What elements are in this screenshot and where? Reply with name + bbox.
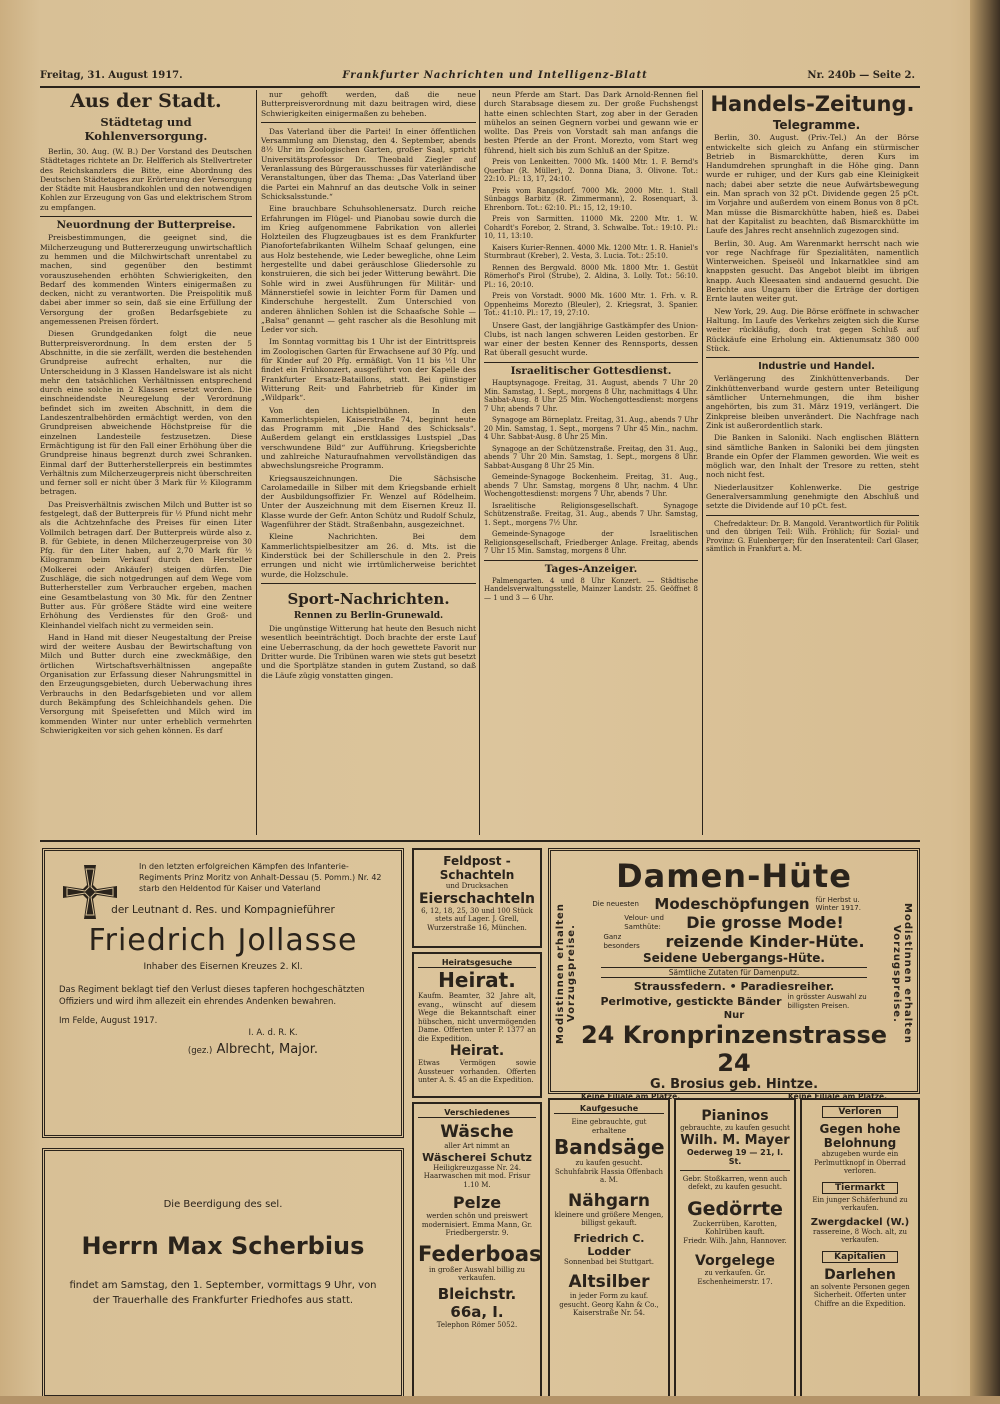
ad-vorgelege-title: Vorgelege [695,1253,775,1269]
header-paper-name: Frankfurter Nachrichten und Intelligenz-Blatt [342,70,648,81]
ad-verschiedenes-label: Verschiedenes [418,1108,536,1118]
funeral-text: findet am Samstag, den 1. September, vormittags 9 Uhr, von der Trauerhalle des Frankfurter Friedhofes aus statt. [69,1280,377,1306]
ad-pianinos-text: gebrauchte, zu kaufen gesucht [680,1124,790,1132]
column-local-news [261,90,476,840]
city-paragraph-butter-2: Diesen Grundgedanken folgt die neue Butterpreisverordnung. In dem ersten der 5 Abschnitte, in die sie zerfällt, werden die bestehenden Grundpreise aufrecht erhalten, nur die Unterscheidung in 3 Klassen Handelsware ist als nicht mehr den tatsächlichen Verhältnissen entsprechend durch eine solche in 2 Klassen ersetzt worden. Die einschneidendste Neuregelung der Verordnung befindet sich im zweiten Abschnitt, in dem die Landeszentralbehörden ermächtigt werden, von den Grundpreisen abweichende Höchstpreise für die einzelnen Landesteile festzusetzen. Diese Ermächtigung ist für den Fall einer Erhöhung über die Grundpreise hinaus begrenzt durch zwei Schranken. Einmal darf der Butterherstellerpreis ein bestimmtes Verhältnis zum Milcherzeugerpreis nicht überschreiten und ferner soll er nicht über 3 Mark für ½ Kilogramm betragen. [40,329,252,497]
memorial-name: Friedrich Jollasse [88,923,358,958]
ad-feldpost-sub: und Drucksachen [445,882,509,890]
sport-title: Sport-Nachrichten. [287,589,450,608]
memorial-text: Das Regiment beklagt tief den Verlust dieses tapferen hochgeschätzten Offiziers und wird ihm allezeit ein ehrendes Andenken bewahren. [59,985,365,1007]
ad-feldpost-text: 6, 12, 18, 25, 30 und 100 Stück stets auf Lager. J. Grell, Wurzerstraße 16, München. [421,906,533,932]
section-divider [706,357,919,358]
races-obituary: Unsere Gast, der langjährige Gastkämpfer des Union-Clubs, ist nach langen schweren Leiden gestorben. Er war einer der besten Kenner des Rennsports, dessen Rat überall gesucht wurde. [484,320,698,358]
city-subtitle-coal: Städtetag und Kohlenversorgung. [84,115,208,143]
ad-gedoerrte-name: Friedr. Wilh. Jahn, Hannover. [683,1236,787,1245]
local-paragraph-1: nur gehofft werden, daß die neue Butterpreisverordnung mit dazu beitragen wird, diese Schwierigkeiten einigermaßen zu beheben. [261,90,476,118]
ad-vorgelege-text: zu verkaufen. Gr. Eschenheimerstr. 17. [697,1269,773,1286]
ad-feldpost-title: Feldpost - Schachteln [439,854,515,882]
section-divider [484,362,698,363]
ad-kauf-text4: Sonnenbad bei Stuttgart. [564,1257,654,1266]
ad-verloren-label: Verloren [822,1106,898,1118]
section-divider [261,583,476,584]
ad-darlehen-title: Darlehen [824,1266,896,1283]
synagogue-title: Israelitischer Gottesdienst. [510,364,672,377]
column-races [484,90,698,840]
ad-damen-line2: Die grosse Mode! [686,913,844,932]
trade-paragraph-3: New York, 29. Aug. Die Börse eröffnete in schwacher Haltung. Im Laufe des Verkehrs zeigten sich die Kurse weiter rückläufig, doch trat gegen Schluß auf Rückkäufe eine Erholung ein. Aktienumsatz 380 000 Stück. [706,306,919,353]
race-result: Kaisers Kurier-Rennen. 4000 Mk. 1200 Mtr. 1. R. Haniel's Sturmbraut (Kreber), 2. Vesta, 3. Lucia. Tot.: 25:10. [484,243,698,261]
ad-feldpost [412,848,542,948]
funeral-intro: Die Beerdigung des sel. [163,1199,283,1210]
ad-damen-title: Damen-Hüte [616,857,852,895]
ad-damen-line7: Perlmotive, gestickte Bänder [600,995,782,1008]
trade-paragraph-1: Berlin, 30. August. (Priv.-Tel.) An der Börse entwickelte sich gleich zu Anfang ein stürmischer Betrieb in Bismarckhütte, deren Kurs im Handumdrehen sprunghaft in die Höhe ging. Dann wurde er ruhiger, und der Kurs gab eine Kleinigkeit nach; dabei aber setzte die neue Aufwärtsbewegung ein. Man sprach von 32 pCt. Dividende gegen 25 pCt. im Vorjahre und außerdem von einem Bonus von 8 pCt. Man müsse die Bismarckhütte haben, hieß es. Dabei hat der Kapitalist zu beachten, daß Bismarckhütte im Laufe des Jahres recht ansehnlich zugezogen sind. [706,133,919,236]
ad-kauf-text5: in jeder Form zu kauf. gesucht. Georg Kahn & Co., Kaiserstraße Nr. 54. [559,1292,659,1317]
ad-kauf-text2: zu kaufen gesucht. Schuhfabrik Hassia Offenbach a. M. [554,1159,664,1184]
section-divider [40,216,252,217]
ad-kaufgesuche [548,1098,670,1398]
memorial-signature-name: Albrecht, Major. [216,1042,319,1057]
section-divider [706,515,919,516]
memorial-place: Im Felde, August 1917. [59,1016,158,1026]
section-divider [680,1170,790,1171]
ad-tiermarkt-label: Tiermarkt [822,1182,898,1194]
ad-heirat-text: Kaufm. Beamter, 32 Jahre alt, evang., wünscht auf diesem Wege die Bekanntschaft einer hübschen, nicht unvermögenden Dame. Offerten unter P. 1377 an die Expedition. [418,992,536,1043]
ad-damen-huete [548,848,920,1101]
header-page-number: Nr. 240b — Seite 2. [807,70,915,81]
city-paragraph-butter-1: Preisbestimmungen, die geeignet sind, die Milcherzeugung und Buttererzeugung unwirtschaftlich zu hemmen und die Milchwirtschaft unrentabel zu machen, sind gegenüber den bestimmt vorauszusehenden erhöhten Schwierigkeiten, den Bedarf des kommenden Winters einigermaßen zu decken, nicht zu verantworten. Die Preispolitik muß dabei aber immer so sein, daß sie eine Erfüllung der Versorgung der großen Bedarfsgebiete zu angemessenen Preisen fördert. [40,233,252,327]
ad-damen-no-branch-left: Keine Filiale am Platze. [581,1092,681,1101]
city-subtitle-butter: Neuordnung der Butterpreise. [56,219,236,232]
ad-naehgarn-title: Nähgarn [568,1190,650,1211]
race-result: Preis von Lenkeitten. 7000 Mk. 1400 Mtr. 1. F. Bernd's Querbar (R. Müller), 2. Donna Diana, 3. Olivone. Tot.: 22:10. Pl.: 13, 17, 24:10. [484,158,698,184]
ad-heirat [412,952,542,1098]
funeral-notice [42,1148,404,1398]
ad-damen-line1: Modeschöpfungen [654,895,810,913]
ad-feldpost-title2: Eierschachteln [418,890,536,907]
ad-damen-line3: reizende Kinder-Hüte. [665,932,865,951]
ad-verloren [800,1098,920,1398]
industry-paragraph-1: Verlängerung des Zinkhüttenverbands. Der Zinkhüttenverband wurde gestern unter Beteiligung sämtlicher Unternehmungen, die ihm bisher angehörten, bis zum 31. März 1919, verlängert. Die Zinkpreise bleiben unverändert. Die Nachfrage nach Zink ist außerordentlich stark. [706,374,919,430]
ad-heirat-label: Heiratsgesuche [418,958,536,968]
ad-bleichstr-text: Telephon Römer 5052. [436,1320,518,1329]
ad-altsilber-title: Altsilber [568,1272,650,1292]
synagogue-item: Synagoge an der Schützenstraße. Freitag, den 31. Aug., abends 7 Uhr 20 Min. Samstag, 1. Sept., morgens 8 Uhr. Sabbat-Ausgang 8 Uhr 25 Min. [484,444,698,470]
race-result: Preis vom Rangsdorf. 7000 Mk. 2000 Mtr. 1. Stall Sünbaggs Barbitz (R. Zimmermann), 2. Rosenquart, 3. Ehrenborn. Tot.: 62:10. Pl.: 15, 12, 19:10. [484,186,698,212]
funeral-name: Herrn Max Scherbius [81,1232,365,1260]
ad-damen-line4: Seidene Uebergangs-Hüte. [643,951,825,965]
ad-damen-vertical-left: Modistinnen erhalten Vorzugspreise. [555,903,577,1044]
memorial-rank: der Leutnant d. Res. und Kompagnieführer [111,904,335,916]
synagogue-item: Synagoge am Börneplatz. Freitag, 31. Aug., abends 7 Uhr 20 Min. Samstag, 1. Sept., morgens 7 Uhr 45 Min., nachm. 4 Uhr. Sabbat-Ausg. 8 Uhr 25 Min. [484,416,698,442]
page-edge [970,0,1000,1404]
ad-damen-line7b: in grösster Auswahl zu billigsten Preisen. [787,993,867,1010]
ad-damen-vertical-right: Modistinnen erhalten Vorzugspreise. [891,903,913,1044]
ad-waesche-text: aller Art nimmt an [444,1142,510,1150]
ad-gedoerrte-text: Zuckerrüben, Karotten, Kohlrüben kauft. [693,1219,777,1236]
ad-damen-line5: Sämtliche Zutaten für Damenputz. [601,967,867,978]
ad-waescherei-text: Heiligkreuzgasse Nr. 24. Haarwaschen mit mod. Frisur 1.10 M. [423,1163,531,1189]
page-header [40,70,915,86]
ad-federboas-title: Federboas [418,1241,542,1266]
memorial-signature-2 [59,1042,387,1057]
synagogue-item: Gemeinde-Synagoge Bockenheim. Freitag, 31. Aug., abends 7 Uhr. Samstag, morgens 8 Uhr, nachm. 4 Uhr. Wochengottesdienst: morgens 7 Uhr, abends 7 Uhr. [484,473,698,499]
ad-pianinos-title: Pianinos [701,1108,769,1124]
local-paragraph-zoo: Im Sonntag vormittag bis 1 Uhr ist der Eintrittspreis im Zoologischen Garten für Erwachsene auf 30 Pfg. und für Kinder auf 20 Pfg. ermäßigt. Von 11 bis ½1 Uhr findet ein Frühkonzert, ausgeführt von der Kapelle des Frankfurter Ersatz-Bataillons, statt. Bei günstiger Witterung Reit- und Fahrbetrieb für Kinder im „Wildpark“. [261,337,476,403]
ad-damen-no-branch-right: Keine Filiale am Platze. [787,1092,887,1101]
header-rule [40,86,920,88]
synagogue-item: Hauptsynagoge. Freitag, 31. August, abends 7 Uhr 20 Min. Samstag, 1. Sept., morgens 8 Uhr, nachmittags 4 Uhr. Sabbat-Ausg. 8 Uhr 25 Min. Wochengottesdienst: morgens 7 Uhr, abends 7 Uhr. [484,379,698,413]
ad-pianinos [674,1098,796,1398]
column-rule [256,90,257,835]
ad-verloren-text: abzugeben wurde ein Perlmuttknopf in Oberrad verloren. [814,1150,906,1175]
synagogue-item: Gemeinde-Synagoge der Israelitischen Religionsgesellschaft, Friedberger Anlage. Freitag, abends 7 Uhr 15 Min. Samstag, morgens 8 Uhr. [484,530,698,556]
ad-damen-line8: Nur [723,1010,745,1021]
ad-gedoerrte-title: Gedörrte [687,1197,783,1220]
daily-listings-text: Palmengarten. 4 und 8 Uhr Konzert. — Städtische Handelsverwaltungsstelle, Mainzer Landstr. 25. Geöffnet 8 — 1 und 3 — 6 Uhr. [484,576,698,602]
ad-pelze-text: werden schön und preiswert modernisiert. Emma Mann, Gr. Friedbergerstr. 9. [421,1212,533,1237]
ad-lodder-title: Friedrich C. Lodder [573,1231,645,1258]
iron-cross-icon [61,863,119,921]
local-paragraph-fatherland: Das Vaterland über die Partei! In einer öffentlichen Versammlung am Dienstag, den 4. September, abends 8½ Uhr im Zoologischen Garten, großer Saal, spricht Universitätsprofessor Dr. Theobald Ziegler auf Veranlassung des Bürgerausschusses für vaterländische Veranstaltungen, über das Thema: „Das Vaterland über die Partei ein Mahnruf an das deutsche Volk in seiner Schicksalsstunde.“ [261,126,476,201]
city-paragraph-coal: Berlin, 30. Aug. (W. B.) Der Vorstand des Deutschen Städtetages richtete an Dr. Helfferich als Stellvertreter des Reichskanzlers die Bitte, eine Abordnung des Deutschen Städtetages zur Erörterung der Versorgung der Städte mit Hausbrandkohlen und den notwendigen Kohlen zur Erzeugung von Gas und elektrischem Strom zu empfangen. [40,147,252,212]
column-rule [702,90,703,835]
ad-waesche-title: Wäsche [440,1122,514,1142]
ad-darlehen-text: an solvente Personen gegen Sicherheit. Offerten unter Chiffre an die Expedition. [810,1282,910,1308]
ad-heirat-title2: Heirat. [449,1043,505,1059]
memorial-signature-1: I. A. d. R. K. [248,1028,298,1038]
page-edge [0,1396,1000,1404]
trade-paragraph-2: Berlin, 30. Aug. Am Warenmarkt herrscht nach wie vor rege Nachfrage für Spezialitäten, namentlich Winterweichen. Speiseöl und Inkarnatklee sind am knappsten gesucht. Das Angebot bleibt im übrigen knapp. Auch Kleesaaten sind andauernd gesucht. Die Berichte aus Ungarn über die Erträge der dortigen Ernte lauten weiter gut. [706,238,919,304]
memorial-medal: Inhaber des Eisernen Kreuzes 2. Kl. [143,962,303,972]
ad-damen-line1b: für Herbst u. Winter 1917. [815,895,861,912]
ad-damen-left1: Die neuesten [592,899,639,908]
ad-federboas-text: in großer Auswahl billig zu verkaufen. [428,1265,526,1282]
ads-rule [40,840,920,842]
ad-damen-left2: Velour- und Samthüte: [624,914,664,931]
race-result: Rennen des Bergwald. 8000 Mk. 1800 Mtr. 1. Gestüt Römerhof's Pirol (Strube), 2. Aldina, 3. Lolly. Tot.: 56:10. Pl.: 16, 20:10. [484,263,698,289]
races-intro: neun Pferde am Start. Das Dark Arnold-Rennen fiel durch Starabsage diesem zu. Der große Fuchshengst hatte einen schlechten Start, zog aber in der Geraden mühelos an seinen Gegnern vorbei und gewann wie er wollte. Das Preis von Vorstadt sah man anfangs die besten Pferde an der Front. Morezto, vom Start weg führend, hielt sich bis zum Schluß an der Spitze. [484,90,698,155]
memorial-notice [42,848,404,1138]
column-rule [479,90,480,835]
ad-bandsaege-title: Bandsäge [554,1135,665,1159]
section-divider [261,122,476,123]
ad-kapitalien-label: Kapitalien [822,1251,898,1263]
industry-paragraph-3: Niederlausitzer Kohlenwerke. Die gestrige Generalversammlung genehmigte den Abschluß und setzte die Dividende auf 10 pCt. fest. [706,482,919,511]
ad-waescherei-title: Wäscherei Schutz [422,1150,532,1164]
ad-zwergdackel-title: Zwergdackel (W.) [810,1216,910,1228]
ad-damen-line6: Straussfedern. • Paradiesreiher. [633,980,835,993]
sport-paragraph: Die ungünstige Witterung hat heute den Besuch nicht wesentlich beeinträchtigt. Doch brachte der erste Lauf eine Ueberraschung, da der hoch gewettete Favorit nur Dritter wurde. Die Tribünen waren wie stets gut besetzt und die Sportplätze standen in gutem Zustand, so daß die Läufe zügig vonstatten gingen. [261,624,476,680]
ad-heirat-title: Heirat. [438,968,516,992]
local-paragraph-cinema: Von den Lichtspielbühnen. In den Kammerlichtspielen, Kaiserstraße 74, beginnt heute das Programm mit „Die Hand des Schicksals“. Außerdem gelangt ein erstklassiges Lustspiel „Das verschwundene Bild“ zur Aufführung. Kriegsberichte und zahlreiche Naturaufnahmen vervollständigen das abwechslungsreiche Programm. [261,405,476,471]
memorial-intro: In den letzten erfolgreichen Kämpfen des Infanterie-Regiments Prinz Moritz von Anhalt-Dessau (5. Pomm.) Nr. 42 starb den Heldentod für Kaiser und Vaterland [139,862,382,893]
ad-damen-left3: Ganz besonders [603,933,640,950]
ad-heirat-text2: Etwas Vermögen sowie Aussteuer vorhanden. Offerten unter A. S. 45 an die Expedition. [418,1059,536,1084]
sport-subtitle: Rennen zu Berlin-Grunewald. [293,610,444,621]
ad-pianinos-addr: Oederweg 19 — 21, I. St. [686,1147,784,1166]
ad-pianinos-text2: Gebr. Stoßkarren, wenn auch defekt, zu kaufen gesucht. [682,1174,788,1191]
trade-title: Handels-Zeitung. [710,92,915,116]
memorial-signature-prefix: (gez.) [187,1046,213,1056]
city-paragraph-butter-4: Hand in Hand mit dieser Neugestaltung der Preise wird der weitere Ausbau der Bewirtschaftung von Milch und Butter durch eine zweckmäßige, den örtlichen Wirtschaftsverhältnissen angepaßte Organisation zur Erfassung dieser Nahrungsmittel in den Erzeugungsgebieten, durch Ueberwachung ihres Verbrauchs in den Bedarfsgebieten und vor allem durch Bekämpfung des Schleichhandels gehen. Die Versorgung mit Speisefetten und Milch wird im kommenden Winter nur unter erheblich vermehrten Schwierigkeiten vor sich gehen können. Es darf [40,632,252,735]
trade-subtitle: Telegramme. [772,118,861,132]
industry-title: Industrie und Handel. [758,361,875,373]
city-title: Aus der Stadt. [70,90,222,112]
ad-kauf-text1: Eine gebrauchte, gut erhaltene [571,1118,647,1135]
race-result: Preis von Vorstadt. 9000 Mk. 1600 Mtr. 1. Frh. v. R. Oppenheims Morezto (Bleuler), 2. Kriegsrat, 3. Spanier. Tot.: 41:10. Pl.: 17, 19, 27:10. [484,292,698,318]
ad-bleichstr-title: Bleichstr. 66a, I. [437,1284,517,1321]
ad-verloren-title: Gegen hohe Belohnung [819,1122,901,1150]
ad-kauf-text3: kleinere und größere Mengen, billigst gekauft. [554,1210,664,1227]
ad-damen-address: 24 Kronprinzenstrasse 24 [580,1021,888,1077]
ad-damen-owner: G. Brosius geb. Hintze. [649,1077,819,1092]
daily-listings-title: Tages-Anzeiger. [544,562,638,575]
ad-tiermarkt-text: Ein junger Schäferhund zu verkaufen. [812,1195,908,1212]
ad-kauf-label: Kaufgesuche [554,1104,664,1114]
ad-verschiedenes [412,1102,542,1398]
race-result: Preis von Sarmitten. 11000 Mk. 2200 Mtr. 1. W. Cohardt's Forebor, 2. Strand, 3. Schwalbe. Tot.: 19:10. Pl.: 10, 11, 13:10. [484,215,698,241]
local-paragraph-short-news: Kleine Nachrichten. Bei dem Kammerlichtspielbesitzer am 26. d. Mts. ist die Kinderstück bei der Schillerschule in den 2. Preis errungen und nicht wie irrtümlicherweise berichtet wurde, die Holzschule. [261,532,476,579]
ad-pianinos-name: Wilh. M. Mayer [680,1132,790,1148]
ad-zwergdackel-text: rassereine, 8 Woch. alt, zu verkaufen. [812,1227,908,1244]
ad-pelze-title: Pelze [452,1193,502,1212]
section-divider [484,560,698,561]
local-paragraph-awards: Kriegsauszeichnungen. Die Sächsische Carolamedaille in Silber mit dem Kriegsbande erhielt der Ausbildungsoffizier Fr. Wenzel auf Rödelheim. Unter der Auszeichnung mit dem Eisernen Kreuz II. Klasse wurde der Gefr. Anton Schütz und Rudolf Schulz, Wagenführer der Städt. Straßenbahn, ausgezeichnet. [261,473,476,530]
column-city-news [40,90,252,840]
column-trade [706,90,919,840]
industry-paragraph-2: Die Banken in Saloniki. Nach englischen Blättern sind sämtliche Banken in Saloniki bei dem jüngsten Brande ein Opfer der Flammen geworden. Wie weit es möglich war, den Inhalt der Tresore zu retten, steht noch nicht fest. [706,433,919,480]
city-paragraph-butter-3: Das Preisverhältnis zwischen Milch und Butter ist so festgelegt, daß der Butterpreis für ½ Pfund nicht mehr als die Achtzehnfache des Preises für einen Liter Vollmilch betragen darf. Der Butterpreis würde also z. B. für Gebiete, in denen Milcherzeugerpreise von 30 Pfg. für den Liter haben, auf 2,70 Mark für ½ Kilogramm beim Verkauf durch den Hersteller (Molkerei oder Ankäufer) steigen dürfen. Die Zuschläge, die sich notgedrungen auf dem Wege vom Butterhersteller zum Verbraucher ergeben, machen eine Gesamtbelastung von 30 Mk. für den Zentner Butter aus. Für größere Städte wird eine weitere Erhöhung des Verdienstes für den Groß- und Kleinhandel vielfach nicht zu vermeiden sein. [40,499,252,630]
header-date: Freitag, 31. August 1917. [40,70,183,81]
local-paragraph-shoe-sole: Eine brauchbare Schuhsohlenersatz. Durch reiche Erfahrungen im Flügel- und Pianobau sowie durch die im Krieg aufgenommene Fabrikation von allerlei Holzteilen des Flugzeugbaues ist es dem Frankfurter Pianofortefabrikanten Wilhelm Schaaf gelungen, eine aus Holz bestehende, wie Leder bewegliche, ohne Leim hergestellte und dabei geräuschlose Gliedersohle zu konstruieren, die sich bei jeder Witterung bewährt. Die Sohle wird in zwei Ausführungen für Militär- und Männerstiefel sowie in leichter Form für Damen und Kinderschuhe hergestellt. Zum Unterschied von anderen ähnlichen Sohlen ist die Schaafsche Sohle — „Balsa“ genannt — geht rascher als die Besohlung mit Leder vor sich. [261,204,476,335]
synagogue-item: Israelitische Religionsgesellschaft. Synagoge Schützenstraße. Freitag, 31. Aug., abends 7 Uhr. Samstag, 1. Sept., morgens 7½ Uhr. [484,501,698,527]
editor-credits: Chefredakteur: Dr. B. Mangold. Verantwortlich für Politik und den übrigen Teil: Wilh. Fröhlich; für Sozial- und Provinz: G. Eulenberger; für den Inseratenteil: Carl Glaser, sämtlich in Frankfurt a. M. [706,519,919,554]
